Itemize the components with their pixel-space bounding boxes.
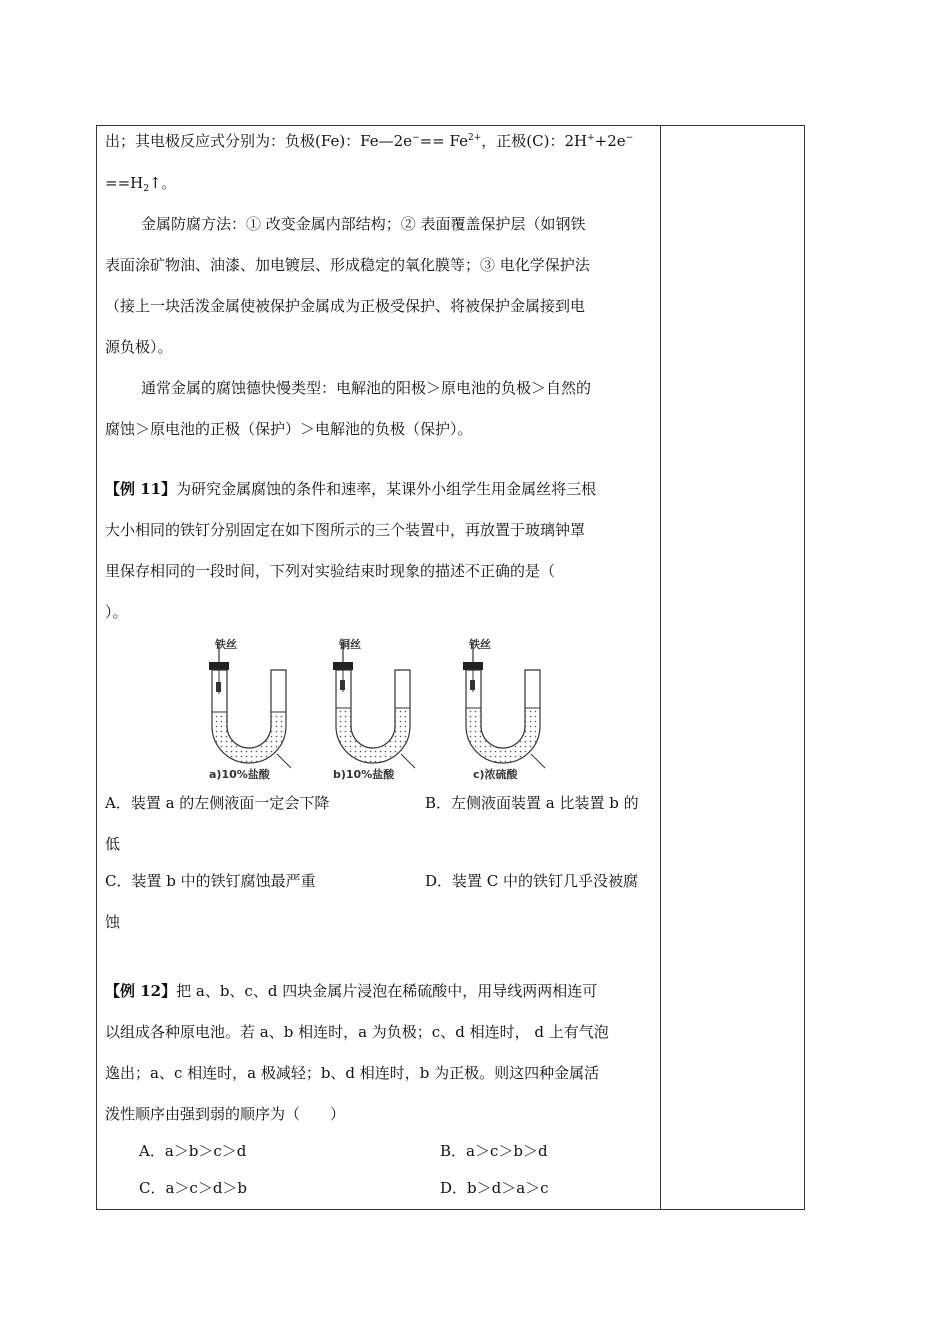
anticorrosion-line-3: （接上一块活泼金属使被保护金属成为正极受保护、将被保护金属接到电: [105, 297, 586, 315]
apparatus-b: [333, 637, 415, 781]
apparatus-a: [209, 637, 291, 781]
example-11-line-2: 大小相同的铁钉分别固定在如下图所示的三个装置中，再放置于玻璃钟罩: [105, 521, 586, 539]
example-11-line-1: 【例 11】为研究金属腐蚀的条件和速率，某课外小组学生用金属丝将三根: [105, 480, 597, 498]
corrosion-rate-line-2: 腐蚀＞原电池的正极（保护）＞电解池的负极（保护）。: [105, 420, 473, 438]
caption-b: b)10%盐酸: [333, 768, 395, 781]
electrode-reaction-line: 出；其电极反应式分别为：负极(Fe)：Fe—2e−== $Fe^{2+}$，正极(C)：2H++2e−: [105, 132, 634, 150]
column-divider: [660, 126, 661, 1209]
example-11-line-4: ）。: [105, 603, 128, 621]
u-tube-apparatus-figure: [209, 634, 551, 782]
ex11-option-d: D．装置 C 中的铁钉几乎没被腐: [425, 872, 639, 890]
ex11-option-b-cont: 低: [105, 835, 121, 853]
ex11-option-d-cont: 蚀: [105, 913, 121, 931]
ex12-option-d: D．b＞d＞a＞c: [440, 1179, 549, 1197]
corrosion-rate-line-1: 通常金属的腐蚀德快慢类型：电解池的阳极＞原电池的负极＞自然的: [141, 379, 592, 397]
ex11-option-c: C．装置 b 中的铁钉腐蚀最严重: [105, 872, 316, 890]
anticorrosion-line-1: 金属防腐方法：① 改变金属内部结构；② 表面覆盖保护层（如钢铁: [141, 215, 586, 233]
ex12-option-a: A．a＞b＞c＞d: [139, 1142, 247, 1160]
example-12-tag: 【例 12】: [105, 982, 177, 1000]
ex11-option-a: A．装置 a 的左侧液面一定会下降: [105, 794, 330, 812]
example-12-line-3: 逸出；a、c 相连时，a 极减轻；b、d 相连时，b 为正极。则这四种金属活: [105, 1064, 600, 1082]
caption-a: a)10%盐酸: [209, 768, 270, 781]
wire-label-c: 铁丝: [469, 638, 491, 651]
wire-label-a: 铁丝: [215, 638, 237, 651]
example-12-line-2: 以组成各种原电池。若 a、b 相连时，a 为负极；c、d 相连时， d 上有气泡: [105, 1023, 609, 1041]
apparatus-c: [463, 637, 545, 781]
ex12-option-b: B．a＞c＞b＞d: [440, 1142, 548, 1160]
anticorrosion-line-4: 源负极）。: [105, 338, 173, 356]
electrode-reaction-line-2: $==H_2↑$。: [105, 174, 177, 194]
ex12-option-c: C．a＞c＞d＞b: [139, 1179, 248, 1197]
content-table: [96, 125, 805, 1210]
example-11-tag: 【例 11】: [105, 480, 177, 498]
anticorrosion-line-2: 表面涂矿物油、油漆、加电镀层、形成稳定的氧化膜等；③ 电化学保护法: [105, 256, 590, 274]
caption-c: c)浓硫酸: [473, 768, 518, 781]
example-12-line-1: 【例 12】把 a、b、c、d 四块金属片浸泡在稀硫酸中，用导线两两相连可: [105, 982, 598, 1000]
example-11-line-3: 里保存相同的一段时间，下列对实验结束时现象的描述不正确的是（: [105, 562, 556, 580]
example-12-line-4: 泼性顺序由强到弱的顺序为（ ）: [105, 1105, 346, 1123]
wire-label-b: 铜丝: [339, 638, 361, 651]
ex11-option-b: B．左侧液面装置 a 比装置 b 的: [425, 794, 639, 812]
